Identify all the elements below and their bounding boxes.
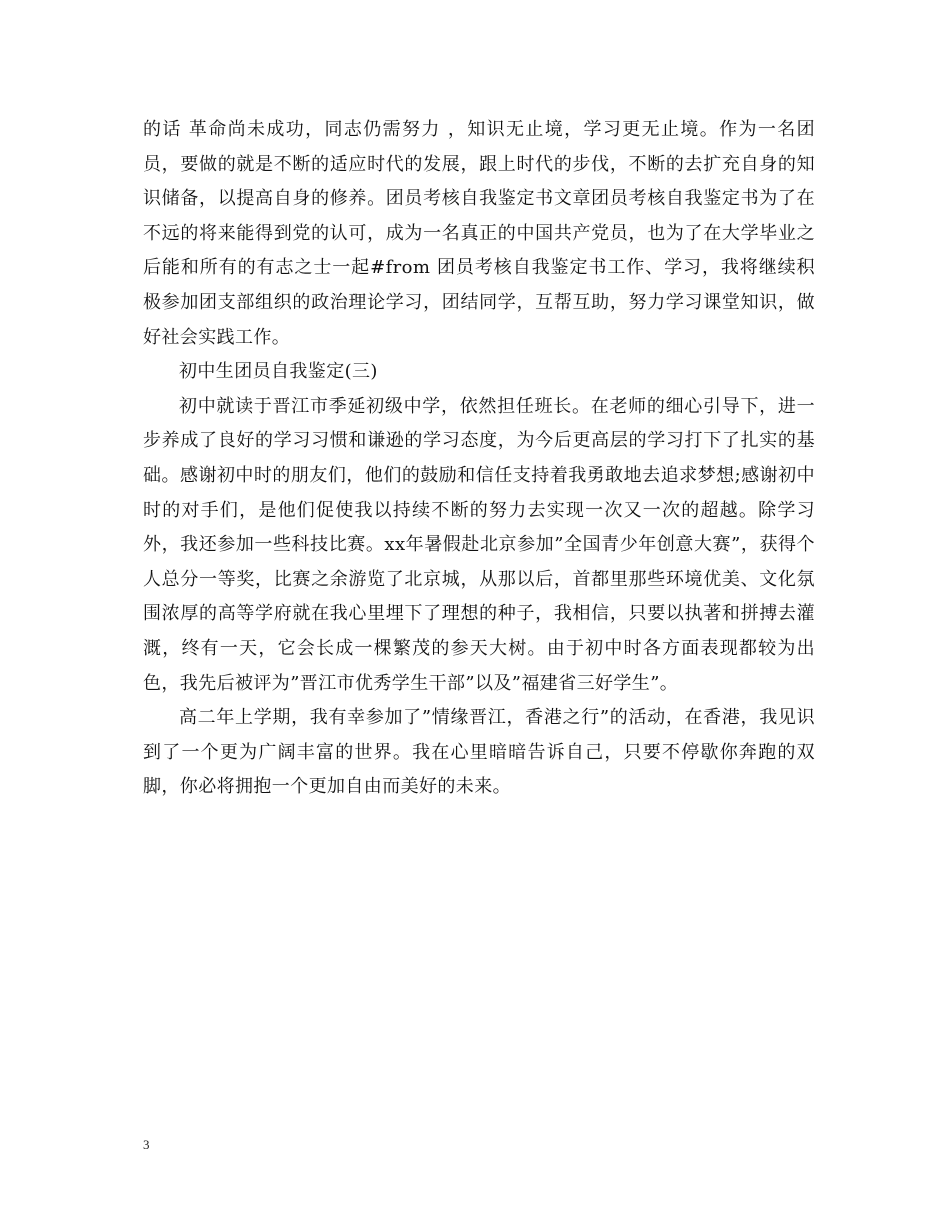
section-heading: 初中生团员自我鉴定(三) xyxy=(179,361,378,383)
page-number: 3 xyxy=(143,1137,150,1152)
document-body xyxy=(143,113,815,805)
paragraph-2: 初中就读于晋江市季延初级中学，依然担任班长。在老师的细心引导下，进一步养成了良好的学习习惯和谦逊的学习态度，为今后更高层的学习打下了扎实的基础。感谢初中时的朋友们，他们的鼓励和信任支持着我勇敢地去追求梦想;感谢初中时的对手们，是他们促使我以持续不断的努力去实现一次又一次的超越。除学习外，我还参加一些科技比赛。xx年暑假赴北京参加”全国青少年创意大赛”，获得个人总分一等奖，比赛之余游览了北京城，从那以后，首都里那些环境优美、文化氛围浓厚的高等学府就在我心里埋下了理想的种子，我相信，只要以执著和拼搏去灌溉，终有一天，它会长成一棵繁茂的参天大树。由于初中时各方面表现都较为出色，我先后被评为”晋江市优秀学生干部”以及”福建省三好学生”。 xyxy=(143,395,815,694)
paragraph-3: 高二年上学期，我有幸参加了”情缘晋江，香港之行”的活动，在香港，我见识到了一个更为广阔丰富的世界。我在心里暗暗告诉自己，只要不停歇你奔跑的双脚，你必将拥抱一个更加自由而美好的未来。 xyxy=(143,707,815,798)
paragraph-1: 的话 革命尚未成功，同志仍需努力 ，知识无止境，学习更无止境。作为一名团员，要做的就是不断的适应时代的发展，跟上时代的步伐，不断的去扩充自身的知识储备，以提高自身的修养。团员考核自我鉴定书文章团员考核自我鉴定书为了在不远的将来能得到党的认可，成为一名真正的中国共产党员，也为了在大学毕业之后能和所有的有志之士一起#from 团员考核自我鉴定书工作、学习，我将继续积极参加团支部组织的政治理论学习，团结同学，互帮互助，努力学习课堂知识，做好社会实践工作。 xyxy=(143,119,815,348)
